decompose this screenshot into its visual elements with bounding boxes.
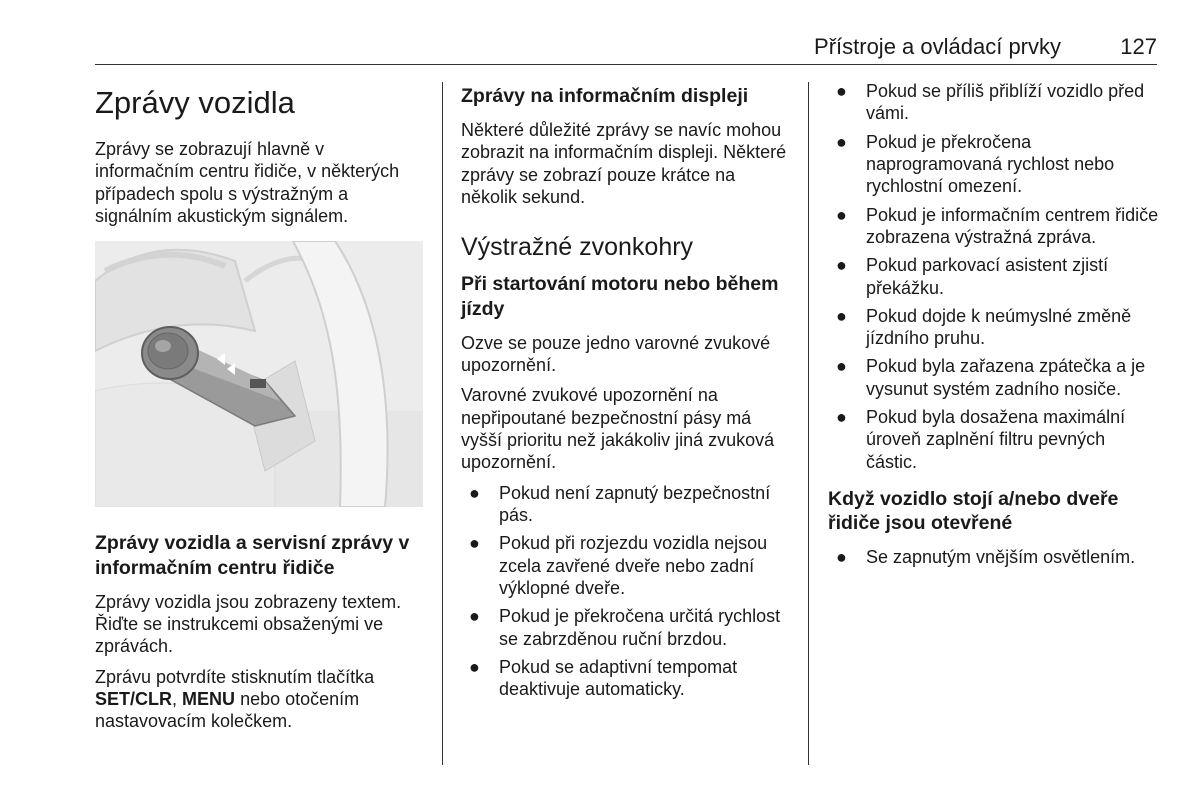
vehicle-messages-paragraph: Zprávy vozidla jsou zobrazeny textem. Řiďte se instrukcemi obsaženými ve zprávách. xyxy=(95,591,402,657)
page-number: 127 xyxy=(1120,34,1157,59)
list-item: ● Pokud je překročena určitá rychlost se zabrzděnou ruční brzdou. xyxy=(469,606,781,649)
bullet: ● xyxy=(469,533,480,554)
page-title: Zprávy vozidla xyxy=(95,85,295,120)
section-title-info-display: Zprávy na informačním displeji xyxy=(461,85,749,107)
list-item: ● Pokud dojde k neúmyslné změně jízdního pruhu. xyxy=(836,305,1132,349)
list-item: ● Pokud je informačním centrem řidiče zobrazena výstražná zpráva. xyxy=(836,204,1159,247)
subheading-starting-driving: Při startování motoru nebo během jízdy xyxy=(461,273,779,320)
column-1 xyxy=(95,80,427,741)
stationary-list xyxy=(828,546,1160,568)
bullet: ● xyxy=(836,305,847,326)
list-item: ● Pokud se adaptivní tempomat deaktivuje automaticky. xyxy=(469,656,738,700)
bullet: ● xyxy=(836,131,847,152)
menu-button-label: MENU xyxy=(182,688,236,709)
chime-list xyxy=(461,482,793,701)
turn-signal-lever-illustration xyxy=(95,241,423,507)
column-2 xyxy=(461,80,793,714)
list-item: ● Pokud parkovací asistent zjistí překážku. xyxy=(836,255,1109,298)
list-item: ● Se zapnutým vnějším osvětlením. xyxy=(836,547,1136,568)
column-divider xyxy=(808,82,809,765)
bullet: ● xyxy=(469,606,480,627)
page-header xyxy=(95,34,1157,65)
list-item: ● Pokud při rozjezdu vozidla nejsou zcela zavřené dveře nebo zadní výklopné dveře. xyxy=(469,533,768,598)
section-title-vehicle-messages: Zprávy vozidla a servisní zprávy v informačním centru řidiče xyxy=(95,532,410,579)
header-title: Přístroje a ovládací prvky xyxy=(814,34,1061,59)
seatbelt-priority-paragraph: Varovné zvukové upozornění na nepřipoutané bezpečnostní pásy má vyšší prioritu než jakákoliv jiná zvuková upozornění. xyxy=(461,385,775,473)
bullet: ● xyxy=(836,255,847,276)
confirm-text-suffix: nebo otočením nastavovacím kolečkem. xyxy=(95,688,360,732)
list-item: ● Pokud se příliš přiblíží vozidlo před vámi. xyxy=(836,81,1145,124)
list-item: ● Pokud je překročena naprogramovaná rychlost nebo rychlostní omezení. xyxy=(836,131,1115,197)
setclr-button-label: SET/CLR xyxy=(95,688,173,709)
single-chime-paragraph: Ozve se pouze jedno varovné zvukové upozornění. xyxy=(461,332,771,376)
bullet: ● xyxy=(469,482,480,503)
list-item: ● Pokud byla zařazena zpátečka a je vysunut systém zadního nosiče. xyxy=(836,356,1146,399)
comma: , xyxy=(172,688,178,709)
bullet: ● xyxy=(836,547,847,568)
column-3 xyxy=(828,80,1160,583)
bullet: ● xyxy=(836,81,847,101)
confirm-message-paragraph xyxy=(95,666,427,733)
bullet: ● xyxy=(836,407,847,428)
bullet: ● xyxy=(469,656,480,677)
chime-list-continued xyxy=(828,80,1160,473)
heading-warning-chimes: Výstražné zvonkohry xyxy=(461,233,694,262)
list-item: ● Pokud není zapnutý bezpečnostní pás. xyxy=(469,482,771,525)
intro-paragraph: Zprávy se zobrazují hlavně v informačním centru řidiče, v některých případech spolu s výstražným a signálním akustickým signálem. xyxy=(95,139,400,227)
section-title-vehicle-stationary: Když vozidlo stojí a/nebo dveře řidiče jsou otevřené xyxy=(828,488,1119,535)
confirm-text-prefix: Zprávu potvrdíte stisknutím tlačítka xyxy=(95,666,375,687)
bullet: ● xyxy=(836,356,847,377)
bullet: ● xyxy=(836,204,847,225)
info-display-paragraph: Některé důležité zprávy se navíc mohou zobrazit na informačním displeji. Některé zprávy se zobrazí pouze krátce na několik sekund. xyxy=(461,120,787,208)
column-divider xyxy=(442,82,443,765)
list-item: ● Pokud byla dosažena maximální úroveň zaplnění filtru pevných částic. xyxy=(836,407,1126,472)
